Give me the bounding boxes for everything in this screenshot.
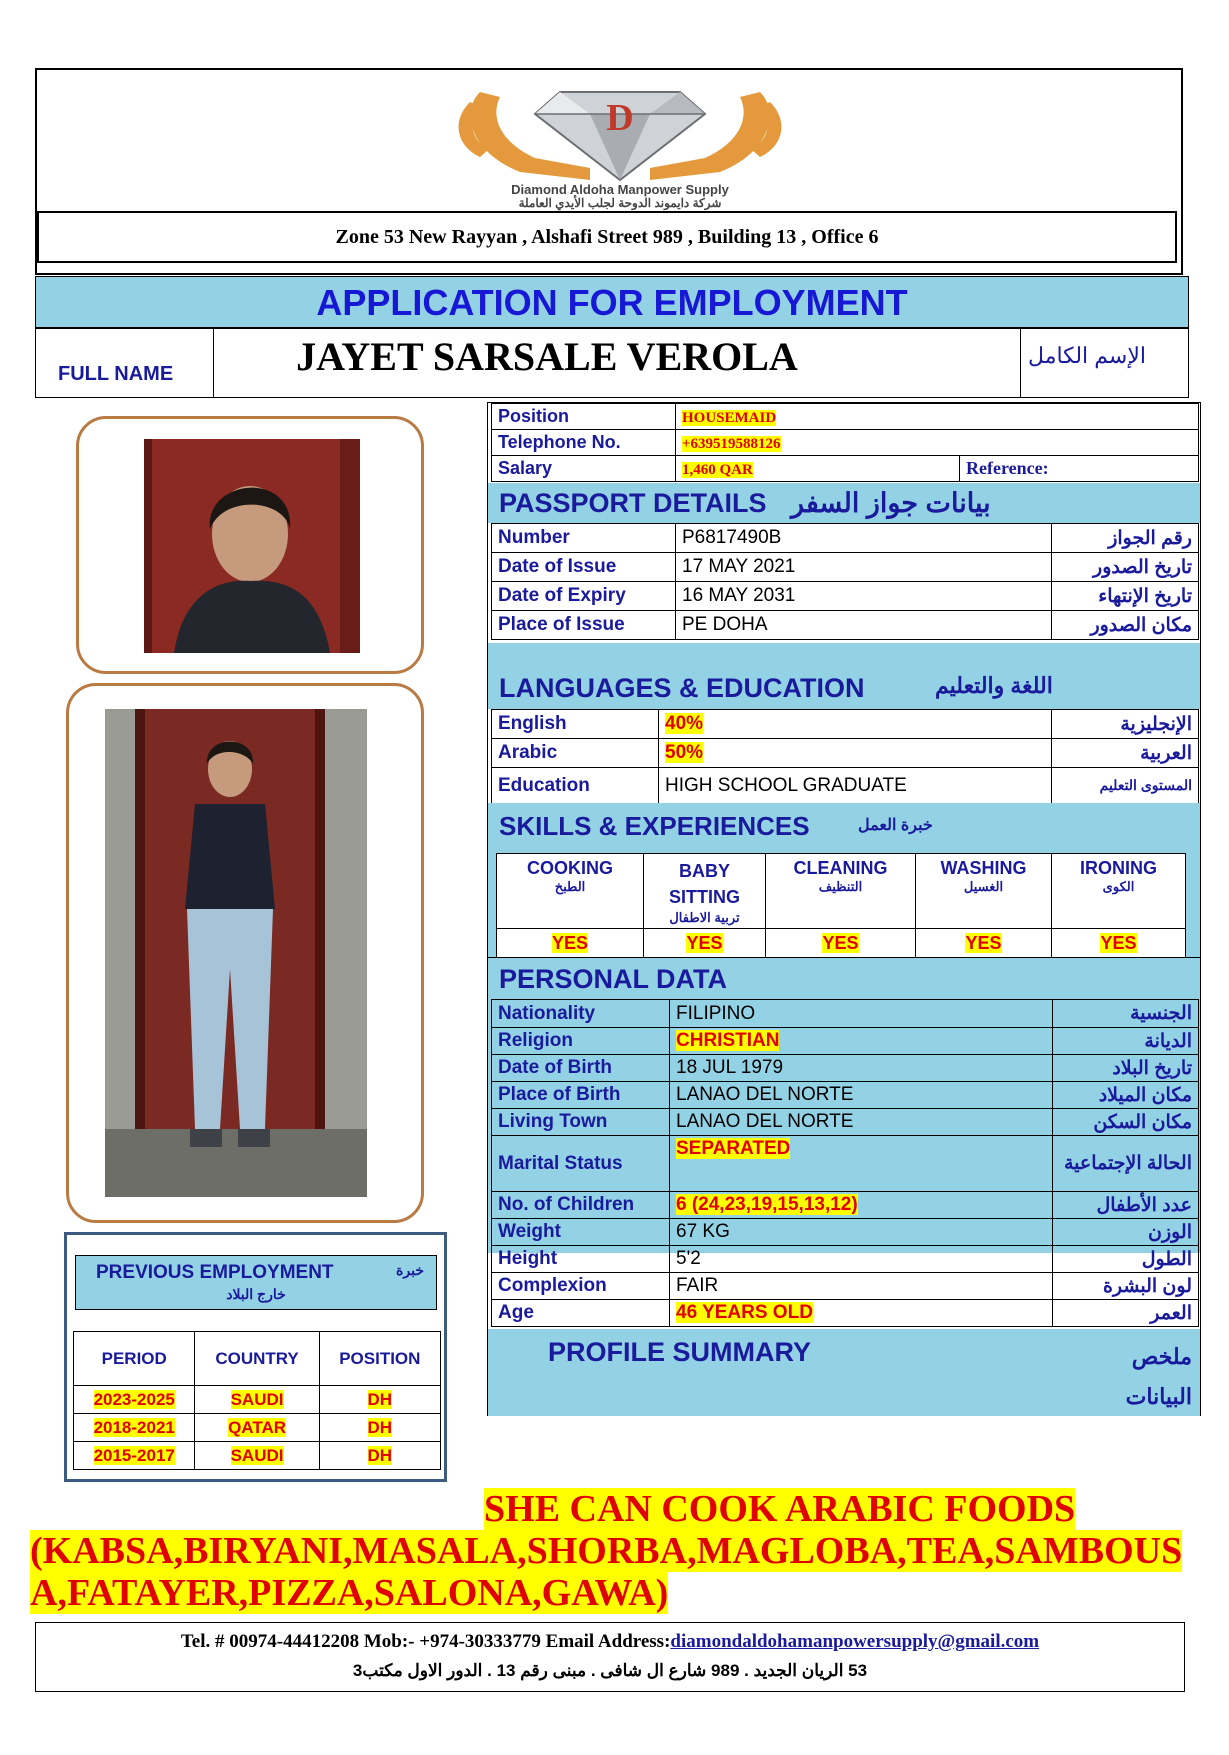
passport-band: [488, 483, 1200, 523]
full-body-frame: [66, 683, 424, 1223]
languages-heading-ar: اللغة والتعليم: [935, 673, 1053, 698]
period-cell: 2023-2025: [93, 1389, 175, 1409]
complexion-value: FAIR: [670, 1273, 1053, 1300]
nationality-label-ar: الجنسية: [1053, 1000, 1199, 1028]
position-cell: DH: [367, 1417, 393, 1437]
birth-place-label-ar: مكان الميلاد: [1053, 1082, 1199, 1109]
full-name-value: JAYET SARSALE VEROLA: [296, 334, 798, 379]
table-row: [74, 1442, 441, 1470]
skills-heading-ar: خبرة العمل: [858, 817, 933, 834]
languages-table: [491, 709, 1199, 804]
company-name-ar: شركة دايموند الدوحة لجلب الأيدي العاملة: [518, 196, 722, 210]
period-cell: 2018-2021: [93, 1417, 175, 1437]
complexion-label: Complexion: [492, 1273, 670, 1300]
education-value: HIGH SCHOOL GRADUATE: [659, 768, 1052, 804]
arabic-value: 50%: [665, 742, 704, 763]
education-label: Education: [492, 768, 659, 804]
weight-label: Weight: [492, 1219, 670, 1246]
skill-cleaning-label-ar: التنظيف: [818, 879, 863, 894]
address-box: [37, 211, 1177, 263]
previous-employment-heading-ar-1: خبرة: [396, 1262, 424, 1278]
table-row: [492, 611, 1199, 640]
table-row: [492, 1000, 1199, 1028]
passport-number-label: Number: [492, 524, 676, 553]
languages-heading: LANGUAGES & EDUCATION: [499, 673, 865, 703]
full-name-label: FULL NAME: [58, 363, 174, 385]
religion-label-ar: الديانة: [1053, 1028, 1199, 1055]
weight-label-ar: الوزن: [1053, 1219, 1199, 1246]
table-row: [492, 1273, 1199, 1300]
footer-contact: Tel. # 00974-44412208 Mob:- +974-30333779 Email Address:: [180, 1631, 671, 1652]
english-label: English: [492, 710, 659, 739]
table-row: [492, 1109, 1199, 1136]
marital-status-value: SEPARATED: [676, 1138, 791, 1159]
remarks-line-1: SHE CAN COOK ARABIC FOODS: [484, 1488, 1076, 1530]
personal-table: [491, 999, 1199, 1327]
table-row: [492, 553, 1199, 582]
issue-date-label-ar: تاريخ الصدور: [1052, 553, 1199, 582]
expiry-date-label-ar: تاريخ الإنتهاء: [1052, 582, 1199, 611]
table-row: [492, 710, 1199, 739]
skill-babysitting-value: YES: [686, 932, 723, 953]
position-cell: DH: [367, 1445, 393, 1465]
living-town-label-ar: مكان السكن: [1053, 1109, 1199, 1136]
previous-employment-heading: PREVIOUS EMPLOYMENT: [96, 1262, 334, 1283]
religion-value: CHRISTIAN: [676, 1030, 780, 1051]
marital-status-label: Marital Status: [492, 1136, 670, 1192]
profile-summary-heading: PROFILE SUMMARY: [548, 1337, 811, 1367]
birth-date-label: Date of Birth: [492, 1055, 670, 1082]
personal-band: [488, 957, 1200, 999]
table-row: [74, 1414, 441, 1442]
full-name-row: [35, 328, 1189, 398]
table-row: [492, 739, 1199, 768]
birth-place-label: Place of Birth: [492, 1082, 670, 1109]
details-panel: [487, 402, 1201, 1416]
nationality-label: Nationality: [492, 1000, 670, 1028]
skill-washing-label: WASHING: [940, 858, 1027, 878]
table-row: [492, 1219, 1199, 1246]
remarks-line-3: A,FATAYER,PIZZA,SALONA,GAWA): [30, 1572, 669, 1614]
page-title: APPLICATION FOR EMPLOYMENT: [316, 282, 908, 323]
age-label: Age: [492, 1300, 670, 1327]
col-period: PERIOD: [74, 1332, 195, 1386]
birth-place-value: LANAO DEL NORTE: [670, 1082, 1053, 1109]
reference-label: Reference:: [960, 456, 1199, 482]
table-row: [492, 1028, 1199, 1055]
position-label: Position: [492, 404, 676, 430]
english-label-ar: الإنجليزية: [1052, 710, 1199, 739]
table-row: [492, 768, 1199, 804]
skill-babysitting-label: BABY SITTING: [669, 861, 740, 907]
col-position: POSITION: [319, 1332, 440, 1386]
profile-summary-heading-ar: ملخص البيانات: [1125, 1344, 1192, 1409]
country-cell: SAUDI: [230, 1445, 284, 1465]
languages-band: [488, 643, 1200, 709]
expiry-date-value: 16 MAY 2031: [676, 582, 1052, 611]
skill-cleaning-label: CLEANING: [793, 858, 888, 878]
country-cell: SAUDI: [230, 1389, 284, 1409]
table-row: [74, 1386, 441, 1414]
diamond-hands-logo: [440, 72, 800, 187]
skill-babysitting-label-ar: تربية الاطفال: [669, 910, 740, 925]
skill-cleaning-value: YES: [822, 932, 859, 953]
passport-table: [491, 523, 1199, 640]
salary-label: Salary: [492, 456, 676, 482]
skills-table: [496, 853, 1186, 958]
complexion-label-ar: لون البشرة: [1053, 1273, 1199, 1300]
telephone-label: Telephone No.: [492, 430, 676, 456]
issue-place-label-ar: مكان الصدور: [1052, 611, 1199, 640]
previous-employment-table: [73, 1331, 441, 1470]
passport-heading: PASSPORT DETAILS: [499, 488, 767, 518]
col-country: COUNTRY: [195, 1332, 319, 1386]
footer-email-link[interactable]: diamondaldohamanpowersupply@gmail.com: [670, 1631, 1040, 1652]
table-row: [492, 1192, 1199, 1219]
children-label-ar: عدد الأطفال: [1053, 1192, 1199, 1219]
arabic-label: Arabic: [492, 739, 659, 768]
table-row: [492, 1055, 1199, 1082]
profile-summary-band: [488, 1329, 1200, 1416]
age-label-ar: العمر: [1053, 1300, 1199, 1327]
personal-heading: PERSONAL DATA: [499, 964, 728, 994]
passport-heading-ar: بيانات جواز السفر: [791, 488, 991, 518]
previous-employment-header: [75, 1255, 437, 1310]
table-row: [492, 1136, 1199, 1192]
svg-text:D: D: [606, 97, 634, 139]
children-value: 6 (24,23,19,15,13,12): [676, 1194, 858, 1215]
skill-ironing-label-ar: الكوى: [1102, 879, 1135, 894]
table-row: [492, 524, 1199, 553]
position-cell: DH: [367, 1389, 393, 1409]
country-cell: QATAR: [228, 1417, 286, 1437]
living-town-value: LANAO DEL NORTE: [670, 1109, 1053, 1136]
footer-box: [35, 1622, 1185, 1692]
passport-number-label-ar: رقم الجواز: [1052, 524, 1199, 553]
expiry-date-label: Date of Expiry: [492, 582, 676, 611]
birth-date-label-ar: تاريخ البلاد: [1053, 1055, 1199, 1082]
skill-cooking-label: COOKING: [526, 858, 613, 878]
period-cell: 2015-2017: [93, 1445, 175, 1465]
marital-status-label-ar: الحالة الإجتماعية: [1053, 1136, 1199, 1192]
position-value: HOUSEMAID: [682, 410, 777, 426]
skills-heading: SKILLS & EXPERIENCES: [499, 811, 810, 841]
skill-cooking-label-ar: الطبخ: [554, 879, 586, 894]
telephone-value: +639519588126: [682, 436, 781, 452]
issue-place-value: PE DOHA: [676, 611, 1052, 640]
previous-employment-heading-ar-2: خارج البلاد: [226, 1286, 286, 1302]
company-logo: [440, 72, 800, 212]
arabic-label-ar: العربية: [1052, 739, 1199, 768]
skill-washing-label-ar: الغسيل: [963, 879, 1004, 894]
table-row: [492, 1082, 1199, 1109]
salary-value: 1,460 QAR: [682, 462, 753, 478]
age-value: 46 YEARS OLD: [676, 1302, 813, 1323]
skill-ironing-label: IRONING: [1079, 858, 1157, 878]
weight-value: 67 KG: [670, 1219, 1053, 1246]
table-row: [492, 1300, 1199, 1327]
company-address: Zone 53 New Rayyan , Alshafi Street 989 , Building 13 , Office 6: [335, 226, 879, 248]
passport-number-value: P6817490B: [676, 524, 1052, 553]
birth-date-value: 18 JUL 1979: [670, 1055, 1053, 1082]
remarks: [30, 1488, 1210, 1614]
skill-ironing-value: YES: [1100, 932, 1137, 953]
full-body-photo: [105, 709, 367, 1197]
height-label-ar: الطول: [1053, 1246, 1199, 1273]
nationality-value: FILIPINO: [670, 1000, 1053, 1028]
living-town-label: Living Town: [492, 1109, 670, 1136]
title-band: [35, 276, 1189, 328]
remarks-line-2: (KABSA,BIRYANI,MASALA,SHORBA,MAGLOBA,TEA,SAMBOUS: [30, 1530, 1183, 1572]
skill-cooking-value: YES: [551, 932, 589, 953]
skill-washing-value: YES: [965, 932, 1002, 953]
education-label-ar: المستوى التعليم: [1052, 768, 1199, 804]
table-row: [492, 582, 1199, 611]
full-name-label-ar: الإسم الكامل: [1028, 343, 1146, 368]
headshot-frame: [76, 416, 424, 674]
job-table: [491, 403, 1199, 482]
issue-place-label: Place of Issue: [492, 611, 676, 640]
table-row: [492, 1246, 1199, 1273]
issue-date-value: 17 MAY 2021: [676, 553, 1052, 582]
height-label: Height: [492, 1246, 670, 1273]
height-value: 5'2: [670, 1246, 1053, 1273]
issue-date-label: Date of Issue: [492, 553, 676, 582]
english-value: 40%: [665, 713, 704, 734]
company-name-en: Diamond Aldoha Manpower Supply: [511, 182, 729, 197]
headshot-photo: [144, 439, 360, 653]
previous-employment-box: [64, 1232, 447, 1482]
religion-label: Religion: [492, 1028, 670, 1055]
children-label: No. of Children: [492, 1192, 670, 1219]
footer-address-ar: 53 الريان الجديد . 989 شارع ال شافى . مبنى رقم 13 . الدور الاول مكتب3: [352, 1661, 868, 1680]
